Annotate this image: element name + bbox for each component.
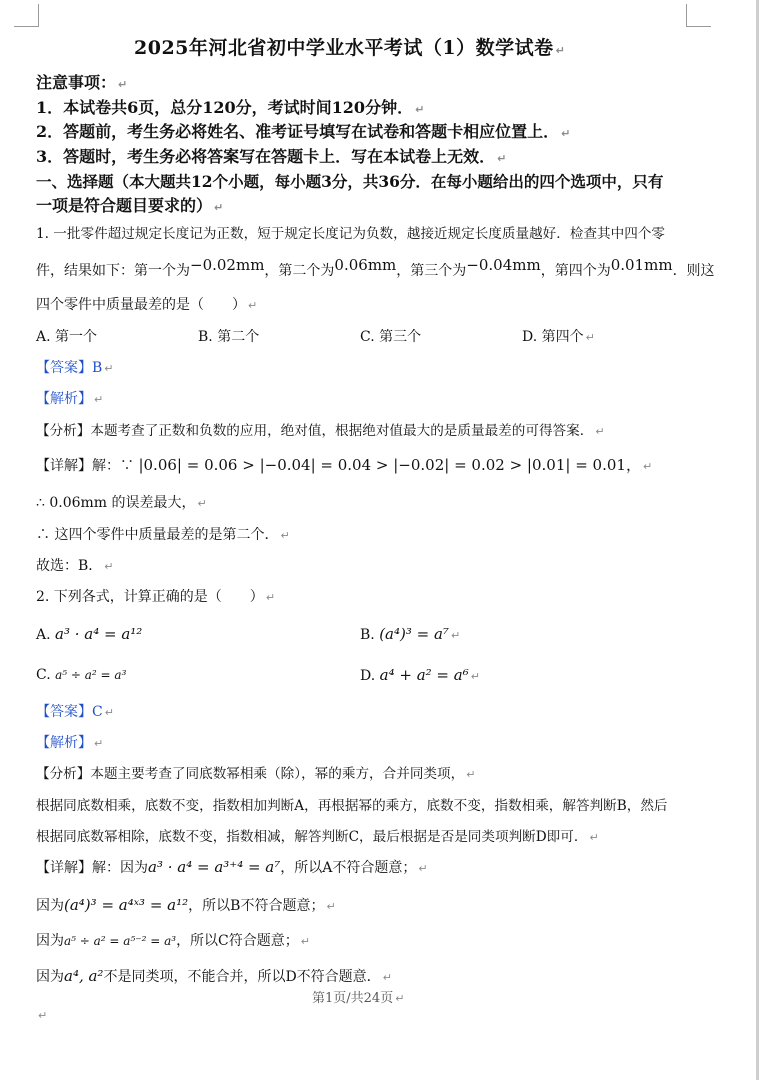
trailing-paragraph-mark: ↵ (38, 1009, 48, 1022)
note-item: 1．本试卷共6页，总分120分，考试时间120分钟． ↵ (36, 98, 425, 117)
q1-option-d: D. 第四个 ↵ (522, 329, 595, 345)
section-heading: 一、选择题（本大题共12个小题，每小题3分，共36分．在每小题给出的四个选项中，只有 (36, 172, 664, 191)
q2-analysis-label: 【解析】 ↵ (36, 735, 104, 751)
q1-stem-line1: 1. 一批零件超过规定长度记为正数，短于规定长度记为负数，越接近规定长度质量越好．检查其中四个零 (36, 226, 666, 242)
q1-option-a: A. 第一个 (36, 329, 98, 345)
document-title: 2025年河北省初中学业水平考试（1）数学试卷 ↵ (134, 37, 566, 59)
q2-detail-d: 因为a⁴, a²不是同类项，不能合并，所以D不符合题意． ↵ (36, 967, 392, 985)
note-item: 2．答题前，考生务必将姓名、准考证号填写在试卷和答题卡相应位置上． ↵ (36, 122, 571, 141)
q1-conclusion: 故选：B． ↵ (36, 558, 114, 574)
q1-detail: 【详解】解：∵ |0.06| = 0.06 > |−0.04| = 0.04 > |−0.02| = 0.02 > |0.01| = 0.01， ↵ (36, 456, 653, 474)
q1-analysis: 【分析】本题考查了正数和负数的应用，绝对值，根据绝对值最大的是质量最差的可得答案． ↵ (36, 423, 605, 439)
page-footer: 第1页/共24页 ↵ (312, 991, 405, 1006)
q1-analysis-label: 【解析】 ↵ (36, 391, 104, 407)
q1-answer: 【答案】B ↵ (36, 360, 114, 376)
q2-option-a: A. a³ · a⁴ = a¹² (36, 625, 143, 643)
q1-option-c: C. 第三个 (360, 329, 422, 345)
q2-detail-b: 因为(a⁴)³ = a⁴ˣ³ = a¹²，所以B不符合题意； ↵ (36, 896, 336, 914)
margin-corner-mark-left (14, 4, 39, 27)
q2-analysis-line3: 根据同底数幂相除，底数不变，指数相减，解答判断C，最后根据是否是同类项判断D即可． ↵ (36, 829, 599, 845)
q1-stem-line3: 四个零件中质量最差的是（ ） ↵ (36, 297, 258, 313)
q2-stem: 2. 下列各式，计算正确的是（ ） ↵ (36, 589, 276, 605)
q2-detail-c: 因为a⁵ ÷ a² = a⁵⁻² = a³，所以C符合题意； ↵ (36, 933, 310, 949)
q2-analysis-line2: 根据同底数相乘，底数不变，指数相加判断A，再根据幂的乘方，底数不变，指数相乘，解答判断B，然后 (36, 798, 668, 814)
q2-analysis-line1: 【分析】本题主要考查了同底数幂相乘（除），幂的乘方，合并同类项， ↵ (36, 766, 476, 782)
q2-option-c: C. a⁵ ÷ a² = a³ (36, 667, 127, 683)
q2-option-d: D. a⁴ + a² = a⁶ ↵ (360, 666, 480, 684)
section-heading-cont: 一项是符合题目要求的） ↵ (36, 196, 224, 215)
q1-step2: ∴ 这四个零件中质量最差的是第二个． ↵ (36, 527, 290, 543)
q2-detail-a: 【详解】解：因为a³ · a⁴ = a³⁺⁴ = a⁷，所以A不符合题意； ↵ (36, 858, 428, 876)
note-item: 3．答题时，考生务必将答案写在答题卡上．写在本试卷上无效． ↵ (36, 147, 507, 166)
q2-answer: 【答案】C ↵ (36, 704, 114, 720)
margin-corner-mark-right (686, 4, 711, 27)
q1-step1: ∴ 0.06mm 的误差最大， ↵ (36, 495, 207, 511)
notes-heading: 注意事项： ↵ (36, 73, 128, 92)
q2-option-b: B. (a⁴)³ = a⁷ ↵ (360, 625, 461, 643)
q1-stem-line2: 件，结果如下：第一个为−0.02mm，第二个为0.06mm，第三个为−0.04mm，第四个为0.01mm．则这 (36, 256, 715, 279)
q1-option-b: B. 第二个 (198, 329, 260, 345)
